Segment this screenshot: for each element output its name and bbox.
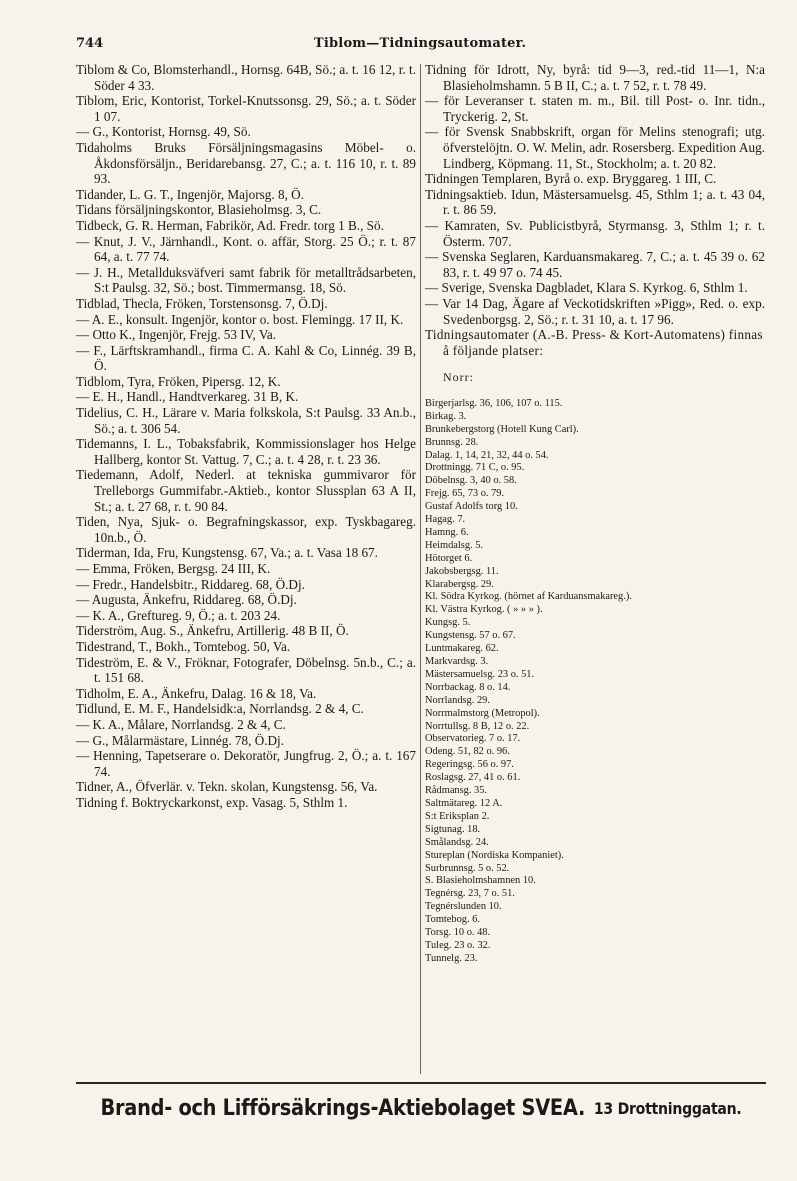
- directory-entry: — Svenska Seglaren, Karduansmakareg. 7, C.; a. t. 45 39 o. 62 83, r. t. 49 97 o. 74 45.: [425, 249, 765, 280]
- directory-entry: Tidlund, E. M. F., Handelsidk:a, Norrlandsg. 2 & 4, C.: [76, 701, 364, 717]
- directory-entry: Tidholm, E. A., Änkefru, Dalag. 16 & 18, Va.: [76, 685, 317, 701]
- directory-entry: Tidander, L. G. T., Ingenjör, Majorsg. 8, Ö.: [76, 186, 304, 202]
- automat-location: Saltmätareg. 12 A.: [425, 797, 503, 809]
- advert-text: Brand- och Lifförsäkrings-Aktiebolaget SVEA.: [100, 1095, 586, 1121]
- automat-location: Kl. Södra Kyrkog. (hörnet af Karduansmakareg.).: [425, 591, 632, 603]
- directory-entry: — Emma, Fröken, Bergsg. 24 III, K.: [76, 561, 271, 576]
- directory-entry: — Kamraten, Sv. Publicistbyrå, Styrmansg. 3, Sthlm 1; r. t. Österm. 707.: [425, 217, 765, 249]
- directory-entry: — K. A., Målare, Norrlandsg. 2 & 4, C.: [76, 716, 286, 732]
- page-header: [76, 36, 766, 58]
- automat-location: Stureplan (Nordiska Kompaniet).: [425, 849, 564, 861]
- directory-entry: Tidblad, Thecla, Fröken, Torstensonsg. 7, Ö.Dj.: [76, 295, 328, 311]
- directory-entry: — Knut, J. V., Järnhandl., Kont. o. affär, Storg. 25 Ö.; r. t. 87 64, a. t. 77 74.: [76, 233, 416, 265]
- automat-location: Brunnsg. 28.: [425, 436, 479, 448]
- running-title: Tiblom—Tidningsautomater.: [314, 36, 527, 51]
- advert-address: 13 Drottninggatan.: [593, 1098, 742, 1118]
- directory-entry: Tideström, E. & V., Fröknar, Fotografer, Döbelnsg. 5n.b., C.; a. t. 151 68.: [76, 654, 416, 686]
- automat-location: Birkag. 3.: [425, 410, 467, 422]
- advert-top-rule: [76, 1082, 766, 1084]
- directory-entry: — K. A., Greftureg. 9, Ö.; a. t. 203 24.: [76, 607, 281, 623]
- directory-entry: — Augusta, Änkefru, Riddareg. 68, Ö.Dj.: [76, 592, 297, 608]
- automat-location: Heimdalsg. 5.: [425, 539, 484, 551]
- automat-location: Frejg. 65, 73 o. 79.: [425, 488, 505, 500]
- directory-entry: — Sverige, Svenska Dagbladet, Klara S. Kyrkog. 6, Sthlm 1.: [425, 280, 748, 296]
- directory-entry: — A. E., konsult. Ingenjör, kontor o. bost. Flemingg. 17 II, K.: [76, 311, 404, 327]
- page-number: 744: [76, 36, 104, 51]
- directory-entry: Tiblom, Eric, Kontorist, Torkel-Knutssonsg. 29, Sö.; a. t. Söder 1 07.: [76, 93, 416, 124]
- directory-entry: Tiderman, Ida, Fru, Kungstensg. 67, Va.; a. t. Vasa 18 67.: [76, 545, 378, 561]
- directory-entry: — Henning, Tapetserare o. Dekoratör, Jungfrug. 2, Ö.; a. t. 167 74.: [76, 748, 416, 779]
- automat-location: Jakobsbergsg. 11.: [425, 565, 499, 577]
- automat-location: Hötorget 6.: [425, 552, 473, 564]
- automat-location: S:t Eriksplan 2.: [425, 810, 490, 822]
- automat-location: Dalag. 1, 14, 21, 32, 44 o. 54.: [425, 449, 549, 461]
- directory-entry: Tidelius, C. H., Lärare v. Maria folkskola, S:t Paulsg. 33 An.b., Sö.; a. t. 306 54.: [76, 405, 416, 436]
- left-column: [76, 62, 416, 811]
- directory-entry: — för Leveranser t. staten m. m., Bil. till Post- o. Inr. tidn., Tryckerig. 2, St.: [425, 93, 765, 124]
- directory-entry: — för Svensk Snabbskrift, organ för Melins stenografi; utg. öfverstelöjtn. O. W. Melin, adr. Rosersberg. Expedition Aug. Lindberg, Köpmang. 11, St., Stockholm; a. t. 20 82.: [425, 124, 765, 171]
- automat-location: Norrtullsg. 8 B, 12 o. 22.: [425, 720, 530, 732]
- automat-location: Tunnelg. 23.: [425, 952, 478, 964]
- automat-locations-list: [425, 398, 765, 966]
- directory-entry: Tidbeck, G. R. Herman, Fabrikör, Ad. Fredr. torg 1 B., Sö.: [76, 217, 384, 233]
- automat-location: Drottningg. 71 C, o. 95.: [425, 462, 525, 474]
- directory-entry: Tidningen Templaren, Byrå o. exp. Bryggareg. 1 III, C.: [425, 171, 717, 187]
- automat-location: Regeringsg. 56 o. 97.: [425, 759, 514, 771]
- automat-location: Hagag. 7.: [425, 514, 466, 526]
- automat-location: Klarabergsg. 29.: [425, 578, 494, 590]
- directory-entry: Tidning för Idrott, Ny, byrå: tid 9—3, red.-tid 11—1, N:a Blasieholmshamn. 5 B II, C.; a. t. 7 52, r. t. 78 49.: [425, 62, 765, 93]
- automat-location: Hamng. 6.: [425, 526, 469, 538]
- automat-location: Kl. Västra Kyrkog. ( » » » ).: [425, 604, 543, 616]
- directory-entry: Tidans försäljningskontor, Blasieholmsg. 3, C.: [76, 202, 322, 218]
- automat-location: S. Blasieholmshamnen 10.: [425, 875, 536, 887]
- automat-location: Tegnérsg. 23, 7 o. 51.: [425, 888, 515, 900]
- directory-entry: — G., Målarmästare, Linnég. 78, Ö.Dj.: [76, 732, 285, 748]
- automat-location: Roslagsg. 27, 41 o. 61.: [425, 772, 521, 784]
- automat-location: Mästersamuelsg. 23 o. 51.: [425, 668, 535, 680]
- automat-location: Gustaf Adolfs torg 10.: [425, 501, 518, 513]
- automat-location: Tuleg. 23 o. 32.: [425, 939, 491, 951]
- automat-location: Brunkebergstorg (Hotell Kung Carl).: [425, 423, 579, 435]
- automat-location: Rådmansg. 35.: [425, 785, 488, 797]
- automat-location: Odeng. 51, 82 o. 96.: [425, 746, 510, 758]
- directory-entry: — Var 14 Dag, Ägare af Veckotidskriften »Pigg», Red. o. exp. Svedenborgsg. 2, Sö.; r. t. 31 10, a. t. 17 96.: [425, 295, 765, 327]
- automat-location: Norrbackag. 8 o. 14.: [425, 681, 511, 693]
- automats-heading: Tidningsautomater (A.-B. Press- & Kort-Automatens) finnas å följande platser:: [425, 327, 763, 358]
- directory-entry: Tidestrand, T., Bokh., Tomtebog. 50, Va.: [76, 638, 291, 654]
- directory-entry: Tidningsaktieb. Idun, Mästersamuelsg. 45, Sthlm 1; a. t. 43 04, r. t. 86 59.: [425, 186, 765, 218]
- automats-subheading: Norr:: [443, 370, 474, 385]
- automat-location: Sigtunag. 18.: [425, 823, 481, 835]
- right-column-entries: [425, 62, 765, 327]
- automat-location: Döbelnsg. 3, 40 o. 58.: [425, 475, 517, 487]
- automat-location: Smålandsg. 24.: [425, 836, 489, 848]
- automat-location: Norrlandsg. 29.: [425, 694, 490, 706]
- automat-location: Markvardsg. 3.: [425, 656, 489, 667]
- directory-entry: — Fredr., Handelsbitr., Riddareg. 68, Ö.Dj.: [76, 576, 305, 592]
- automat-location: Surbrunnsg. 5 o. 52.: [425, 862, 510, 874]
- automat-location: Torsg. 10 o. 48.: [425, 927, 491, 939]
- automat-location: Kungsg. 5.: [425, 617, 471, 629]
- automat-location: Tegnérslunden 10.: [425, 901, 502, 913]
- automat-location: Norrmalmstorg (Metropol).: [425, 707, 540, 719]
- directory-entry: Tiedemann, Adolf, Nederl. at tekniska gummivaror för Trelleborgs Gummifabr.-Aktieb., kontor Slussplan 63 A II, St.; a. t. 27 68, r. t. 90 84.: [76, 467, 416, 514]
- directory-entry: — F., Lärftskramhandl., firma C. A. Kahl & Co, Linnég. 39 B, Ö.: [76, 342, 416, 374]
- automat-location: Kungstensg. 57 o. 67.: [425, 630, 516, 642]
- directory-entry: Tiderström, Aug. S., Änkefru, Artillerig. 48 B II, Ö.: [76, 623, 349, 639]
- right-column: [425, 62, 765, 966]
- column-divider: [420, 64, 421, 1074]
- automat-location: Observatorieg. 7 o. 17.: [425, 733, 521, 745]
- directory-entry: — Otto K., Ingenjör, Frejg. 53 IV, Va.: [76, 327, 277, 343]
- directory-entry: Tiden, Nya, Sjuk- o. Begrafningskassor, exp. Tyskbagareg. 10n.b., Ö.: [76, 514, 416, 545]
- directory-entry: — J. H., Metallduksväfveri samt fabrik för metalltrådsarbeten, S:t Paulsg. 32, Sö.; bost. Timmermansg. 18, Sö.: [76, 264, 416, 296]
- automat-location: Tomtebog. 6.: [425, 914, 480, 926]
- directory-entry: Tiblom & Co, Blomsterhandl., Hornsg. 64B, Sö.; a. t. 16 12, r. t. Söder 4 33.: [76, 62, 416, 93]
- directory-entry: Tidemanns, I. L., Tobaksfabrik, Kommissionslager hos Helge Hallberg, kontor St. Vattug. 7, C.; a. t. 4 28, r. t. 23 36.: [76, 436, 416, 467]
- directory-entry: Tidning f. Boktryckarkonst, exp. Vasag. 5, Sthlm 1.: [76, 794, 348, 810]
- directory-entry: Tidaholms Bruks Försäljningsmagasins Möbel- o. Åkdonsförsäljn., Beridarebansg. 27, C.; a. t. 116 10, r. t. 89 93.: [76, 139, 416, 187]
- automat-location: Luntmakareg. 62.: [425, 643, 499, 655]
- directory-entry: — E. H., Handl., Handtverkareg. 31 B, K.: [76, 389, 299, 405]
- directory-entry: Tidner, A., Öfverlär. v. Tekn. skolan, Kungstensg. 56, Va.: [76, 779, 378, 795]
- directory-entry: Tidblom, Tyra, Fröken, Pipersg. 12, K.: [76, 373, 281, 389]
- directory-entry: — G., Kontorist, Hornsg. 49, Sö.: [76, 124, 251, 140]
- automat-location: Birgerjarlsg. 36, 106, 107 o. 115.: [425, 397, 563, 409]
- advertisement-banner: [100, 1088, 742, 1128]
